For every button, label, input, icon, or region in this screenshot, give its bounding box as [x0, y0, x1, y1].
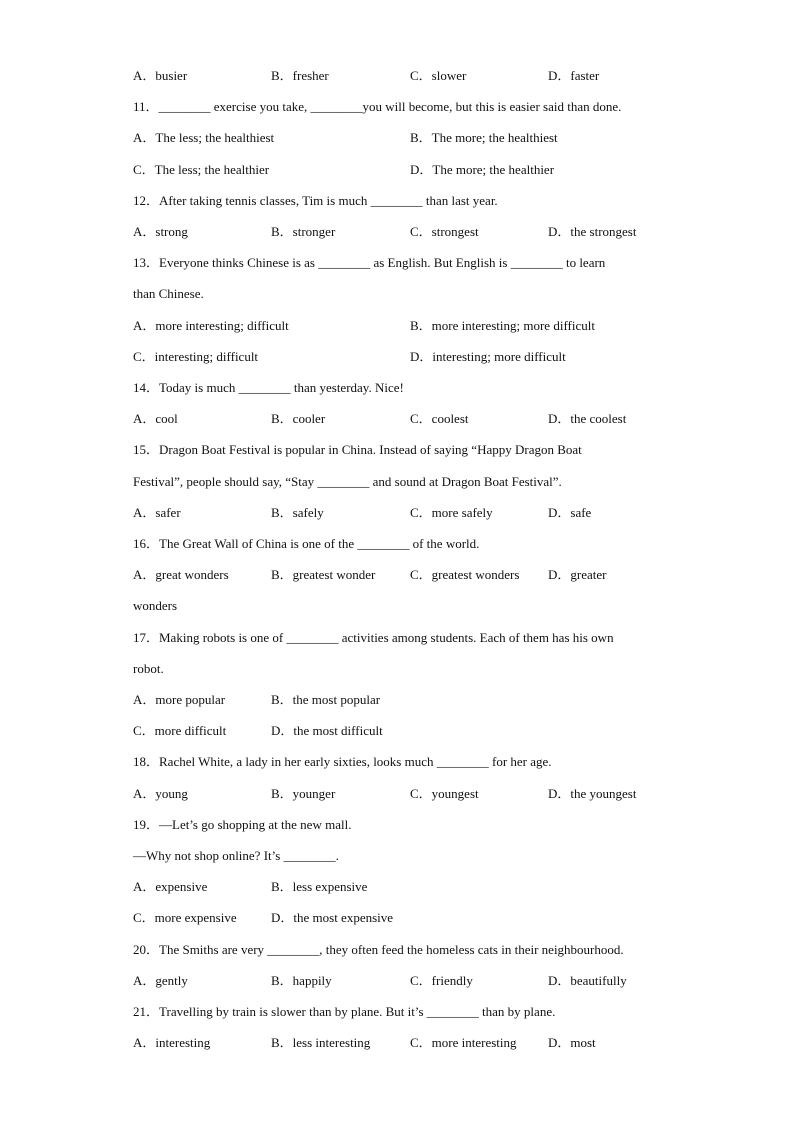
answer-option: B．safely — [271, 505, 324, 520]
answer-option: D．the youngest — [548, 786, 637, 801]
question-text: 16．The Great Wall of China is one of the ________ of the world. — [133, 536, 480, 551]
answer-option: A．great wonders — [133, 567, 229, 582]
answer-option: C．slower — [410, 68, 467, 83]
answer-option: C．coolest — [410, 411, 469, 426]
answer-option: C．greatest wonders — [410, 567, 520, 582]
answer-option: C．friendly — [410, 973, 473, 988]
question-text: 13．Everyone thinks Chinese is as ________ as English. But English is ________ to learn — [133, 255, 606, 270]
answer-option: A．young — [133, 786, 188, 801]
answer-option: B．the most popular — [271, 692, 381, 707]
answer-option: D．the coolest — [548, 411, 627, 426]
answer-option: A．interesting — [133, 1035, 211, 1050]
answer-option: D．greater — [548, 567, 607, 582]
answer-option: C．interesting; difficult — [133, 349, 259, 364]
answer-option: B．stronger — [271, 224, 336, 239]
answer-option: B．more interesting; more difficult — [410, 318, 595, 333]
question-text: 20．The Smiths are very ________, they often feed the homeless cats in their neighbourhood. — [133, 942, 624, 957]
question-text: 15．Dragon Boat Festival is popular in China. Instead of saying “Happy Dragon Boat — [133, 442, 582, 457]
question-text: 18．Rachel White, a lady in her early sixties, looks much ________ for her age. — [133, 754, 552, 769]
answer-option: A．The less; the healthiest — [133, 130, 275, 145]
answer-option: C．youngest — [410, 786, 479, 801]
question-text: 12．After taking tennis classes, Tim is much ________ than last year. — [133, 193, 498, 208]
answer-option: A．more interesting; difficult — [133, 318, 289, 333]
question-text: wonders — [133, 598, 178, 613]
question-text: 14．Today is much ________ than yesterday. Nice! — [133, 380, 404, 395]
answer-option: D．The more; the healthier — [410, 162, 555, 177]
answer-option: A．cool — [133, 411, 178, 426]
answer-option: D．the most expensive — [271, 910, 394, 925]
answer-option: A．more popular — [133, 692, 226, 707]
answer-option: A．strong — [133, 224, 188, 239]
answer-option: D．safe — [548, 505, 592, 520]
answer-option: C．more interesting — [410, 1035, 517, 1050]
question-text: 11．________ exercise you take, ________you will become, but this is easier said than done. — [133, 99, 622, 114]
answer-option: B．less expensive — [271, 879, 368, 894]
answer-option: B．younger — [271, 786, 336, 801]
answer-option: B．fresher — [271, 68, 329, 83]
question-text: Festival”, people should say, “Stay ________ and sound at Dragon Boat Festival”. — [133, 474, 562, 489]
answer-option: D．most — [548, 1035, 596, 1050]
answer-option: B．happily — [271, 973, 332, 988]
answer-option: B．less interesting — [271, 1035, 371, 1050]
answer-option: C．more difficult — [133, 723, 227, 738]
answer-option: D．interesting; more difficult — [410, 349, 566, 364]
question-text: —Why not shop online? It’s ________. — [133, 848, 339, 863]
answer-option: D．the strongest — [548, 224, 637, 239]
answer-option: B．greatest wonder — [271, 567, 376, 582]
question-text: robot. — [133, 661, 164, 676]
answer-option: B．The more; the healthiest — [410, 130, 558, 145]
answer-option: D．beautifully — [548, 973, 627, 988]
question-text: 19．—Let’s go shopping at the new mall. — [133, 817, 352, 832]
answer-option: A．safer — [133, 505, 181, 520]
answer-option: A．gently — [133, 973, 188, 988]
answer-option: A．expensive — [133, 879, 208, 894]
answer-option: D．faster — [548, 68, 600, 83]
answer-option: D．the most difficult — [271, 723, 383, 738]
answer-option: C．strongest — [410, 224, 479, 239]
question-text: 17．Making robots is one of ________ activities among students. Each of them has his own — [133, 630, 614, 645]
answer-option: C．more safely — [410, 505, 493, 520]
answer-option: A．busier — [133, 68, 188, 83]
answer-option: B．cooler — [271, 411, 326, 426]
question-text: 21．Travelling by train is slower than by plane. But it’s ________ than by plane. — [133, 1004, 556, 1019]
answer-option: C．The less; the healthier — [133, 162, 270, 177]
question-text: than Chinese. — [133, 286, 204, 301]
answer-option: C．more expensive — [133, 910, 237, 925]
